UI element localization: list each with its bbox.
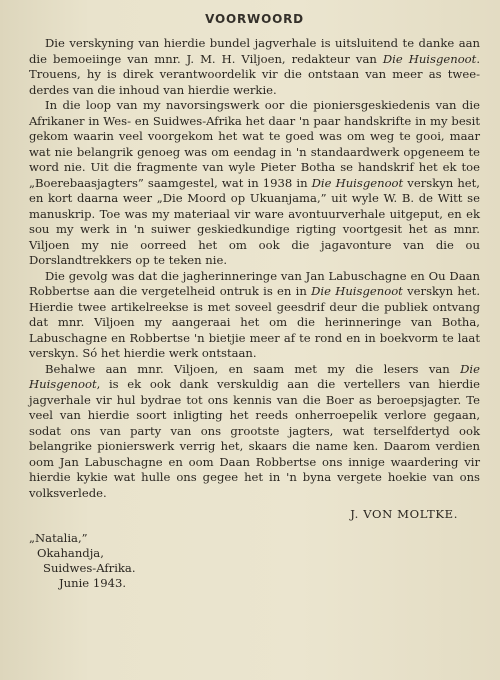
place-line: Okahandja, — [37, 546, 104, 560]
foreword-body — [29, 36, 480, 501]
text-run: Die verskyning van hierdie bundel jagverhale is uitsluitend te danke aan die bemoeiinge van mnr. J. M. H. Viljoen, redakteur van — [29, 36, 480, 66]
paragraph — [29, 362, 480, 502]
place-date-block — [29, 531, 480, 591]
paragraph — [29, 269, 480, 362]
paragraph — [29, 98, 480, 269]
text-run: . Trouens, hy is direk verantwoordelik vir die ontstaan van meer as twee-derdes van die inhoud van hierdie werkie. — [29, 51, 481, 97]
text-run: , is ek ook dank verskuldig aan die vertellers van hierdie jagverhale vir hul bydrae tot ons kennis van die Boer as beroepsjagter. Te veel van hierdie soort inligting het reeds onherroepelik verlore gegaan, sodat ons van party van ons grootste jagters, wat terselfdertyd ook belangrike pionierswerk verrig het, skaars die name ken. Daarom verdien oom Jan Labuschagne en oom Daan Robbertse ons innige waardering vir hierdie kykie wat hulle ons gegee het in 'n byna vergete hoekie van ons volksverlede. — [29, 377, 480, 500]
place-line: „Natalia,” — [29, 531, 88, 545]
text-run: verskyn het. Hierdie twee artikelreekse is met soveel geesdrif deur die publiek ontvang dat mnr. Viljoen my aangeraai het om die herinneringe van Botha, Labuschagne en Robbertse 'n bietjie meer af te rond en in boekvorm te laat verskyn. Só het hierdie werk ontstaan. — [29, 284, 480, 360]
italic-title: Die Huisgenoot — [29, 361, 480, 391]
italic-title: Die Huisgenoot — [311, 175, 404, 190]
page-heading: VOORWOORD — [205, 12, 304, 26]
place-line: Suidwes-Afrika. — [43, 561, 136, 575]
text-run: Die gevolg was dat die jagherinneringe van Jan Labuschagne en Ou Daan Robbertse aan die vergetelheid ontruk is en in — [29, 268, 480, 298]
italic-title: Die Huisgenoot — [311, 284, 403, 298]
italic-title: Die Huisgenoot — [382, 51, 477, 66]
paragraph — [29, 36, 480, 98]
author-signature: J. VON MOLTKE. — [350, 507, 458, 521]
date-line: Junie 1943. — [59, 576, 127, 590]
text-run: verskyn het, en kort daarna weer „Die Moord op Ukuanjama,” uit wyle W. B. de Witt se manuskrip. Toe was my materiaal vir ware avontuurverhale uitgeput, en ek sou my werk in 'n suiwer geskiedkundige rigting voortgesit het as mnr. Viljoen my nie oorreed het om ook die jagavonture van die ou Dorslandtrekkers op te teken nie. — [29, 175, 480, 267]
text-run: Behalwe aan mnr. Viljoen, en saam met my die lesers van — [45, 361, 461, 376]
text-run: In die loop van my navorsingswerk oor die pioniersgeskiedenis van die Afrikaner in Wes- en Suidwes-Afrika het daar 'n paar handskrifte in my besit gekom waarin veel voorgekom het wat te goed was om weg te gooi, maar wat nie belangrik genoeg was om eendag in 'n standaardwerk opgeneem te word nie. Uit die fragmente van wyle Pieter Botha se handskrif het ek toe „Boerebaasjagters” saamgestel, wat in 1938 in — [29, 98, 480, 190]
